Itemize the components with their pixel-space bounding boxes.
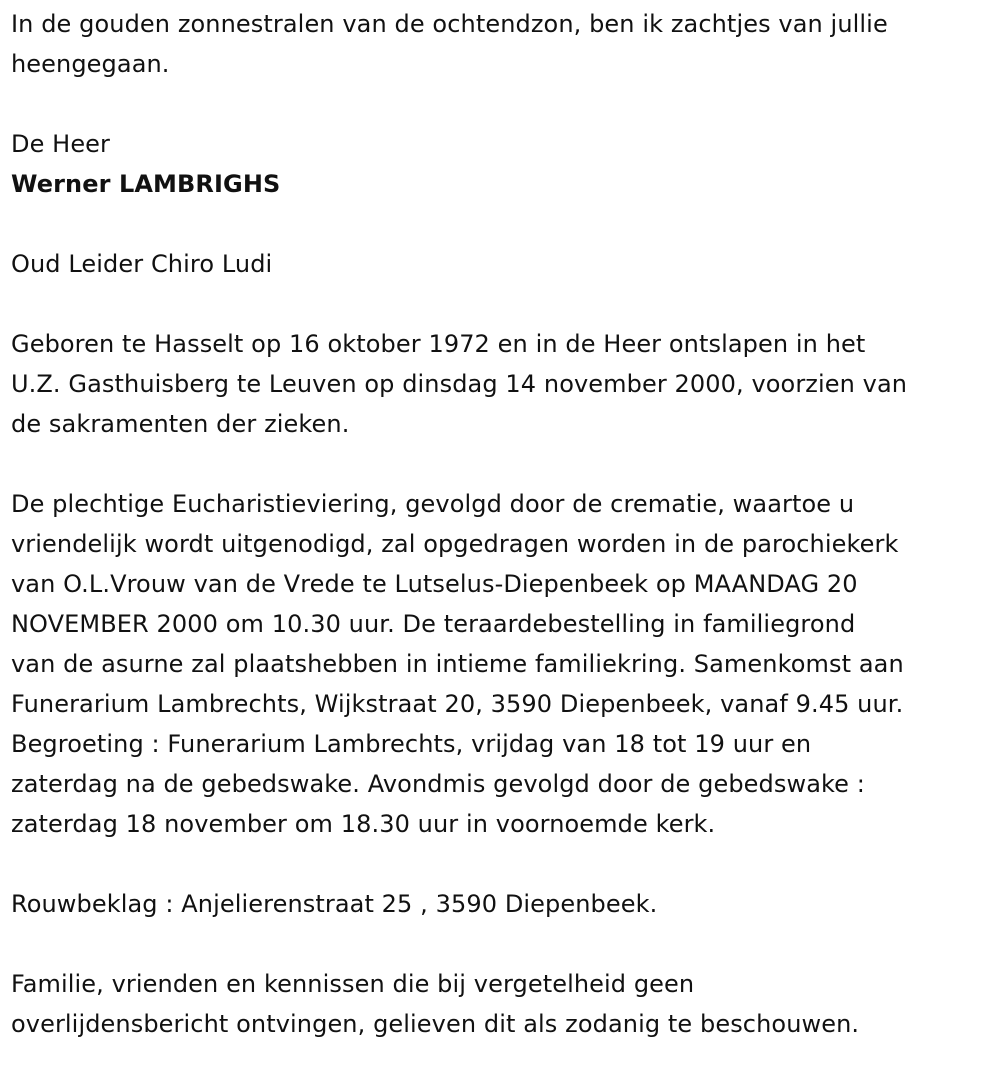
ceremony-line: De plechtige Eucharistieviering, gevolgd door de crematie, waartoe u [11, 490, 855, 518]
ceremony-line: zaterdag na de gebedswake. Avondmis gevolgd door de gebedswake : [11, 770, 865, 798]
role-paragraph [11, 244, 996, 284]
birth-death-line: U.Z. Gasthuisberg te Leuven op dinsdag 14 november 2000, voorzien van [11, 370, 908, 398]
closing-line: overlijdensbericht ontvingen, gelieven dit als zodanig te beschouwen. [11, 1010, 860, 1038]
intro-line: heengegaan. [11, 50, 170, 78]
ceremony-line: vriendelijk wordt uitgenodigd, zal opgedragen worden in de parochiekerk [11, 530, 899, 558]
birth-death-line: Geboren te Hasselt op 16 oktober 1972 en in de Heer ontslapen in het [11, 330, 866, 358]
honorific: De Heer [11, 130, 111, 158]
deceased-name: Werner LAMBRIGHS [11, 170, 281, 198]
ceremony-line: NOVEMBER 2000 om 10.30 uur. De teraardebestelling in familiegrond [11, 610, 856, 638]
birth-death-line: de sakramenten der zieken. [11, 410, 350, 438]
ceremony-paragraph [11, 484, 996, 844]
ceremony-line: Funerarium Lambrechts, Wijkstraat 20, 3590 Diepenbeek, vanaf 9.45 uur. [11, 690, 904, 718]
condolence-address: Rouwbeklag : Anjelierenstraat 25 , 3590 Diepenbeek. [11, 890, 658, 918]
intro-line: In de gouden zonnestralen van de ochtendzon, ben ik zachtjes van jullie [11, 10, 888, 38]
ceremony-line: van O.L.Vrouw van de Vrede te Lutselus-Diepenbeek op MAANDAG 20 [11, 570, 858, 598]
condolence-paragraph [11, 884, 996, 924]
birth-death-paragraph [11, 324, 996, 444]
intro-paragraph [11, 4, 996, 84]
ceremony-line: zaterdag 18 november om 18.30 uur in voornoemde kerk. [11, 810, 716, 838]
role-text: Oud Leider Chiro Ludi [11, 250, 273, 278]
closing-paragraph [11, 964, 996, 1044]
closing-line: Familie, vrienden en kennissen die bij vergetelheid geen [11, 970, 695, 998]
ceremony-line: van de asurne zal plaatshebben in intieme familiekring. Samenkomst aan [11, 650, 904, 678]
ceremony-line: Begroeting : Funerarium Lambrechts, vrijdag van 18 tot 19 uur en [11, 730, 812, 758]
obituary-document [11, 4, 996, 1044]
